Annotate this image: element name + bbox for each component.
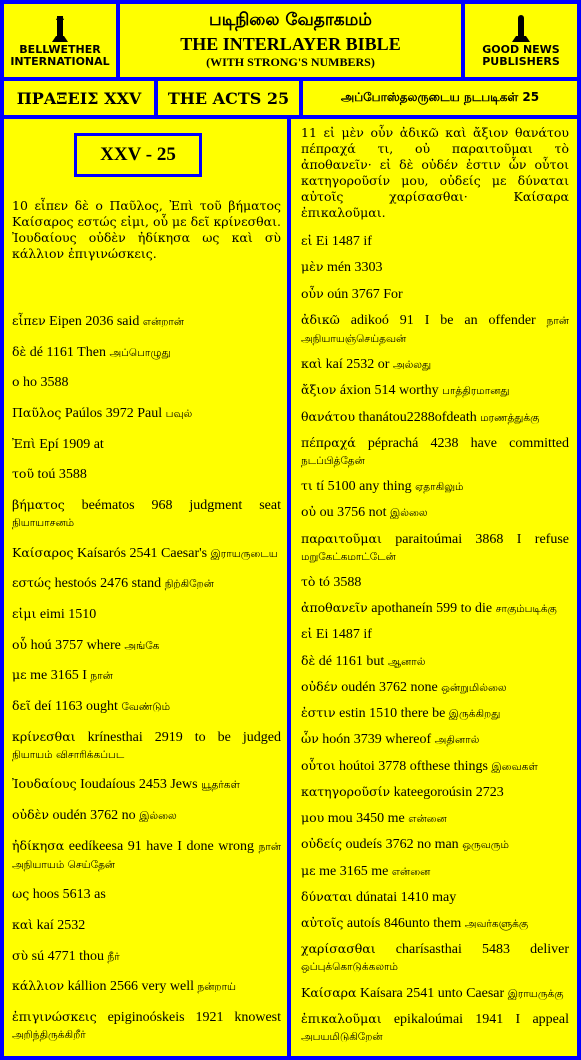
entry-gloss: tí 5100 any thing [316, 479, 412, 495]
entry-gloss: Eipen 2036 said [49, 314, 140, 329]
entry-greek: οὐδέν [301, 678, 338, 694]
entry-greek: ο [12, 374, 20, 390]
entry-greek: δὲ [301, 652, 316, 668]
entry-tamil: என்னை [408, 813, 447, 826]
left-entry [12, 312, 281, 331]
entry-gloss: estin 1510 there be [339, 706, 446, 722]
entry-greek: τὸ [301, 573, 316, 589]
book-title-english: THE ACTS 25 [158, 81, 299, 115]
right-entry [301, 835, 569, 854]
book-title-tamil: அப்போஸ்தலருடைய நடபடிகள் 25 [303, 81, 577, 115]
entry-greek: καὶ [301, 356, 323, 372]
entry-gloss: autoís 846unto them [346, 916, 462, 932]
entry-greek: ὧν [301, 731, 319, 747]
title-main: THE INTERLAYER BIBLE [180, 34, 401, 54]
entry-tamil: மரணத்துக்கு [480, 411, 540, 424]
book-title-greek: ΠΡΑΞΕΙΣ XXV [4, 81, 154, 115]
entry-greek: Καίσαρα [301, 984, 357, 1000]
left-entry [12, 636, 281, 655]
right-entry [301, 862, 569, 881]
entry-gloss: oudén 3762 no [52, 808, 136, 823]
entry-tamil: வேண்டும் [121, 701, 171, 713]
entry-tamil: என்றான் [142, 316, 185, 328]
entry-gloss: mou 3450 me [327, 811, 405, 827]
entry-greek: πέπραχά [301, 434, 356, 450]
entry-gloss: kaí 2532 [36, 918, 86, 933]
entry-gloss: eedíkeesa 91 have I done wrong [68, 838, 255, 854]
right-entry [301, 809, 569, 828]
entry-tamil: நான் அநியாயம் செய்தேன் [12, 840, 282, 871]
entry-gloss: Paúlos 3972 Paul [64, 406, 163, 421]
entry-gloss: dúnatai 1410 may [355, 889, 457, 905]
left-entry [12, 728, 281, 764]
right-entry [301, 285, 569, 304]
entry-gloss: deí 1163 ought [34, 699, 118, 714]
entry-tamil: ஆனால் [387, 655, 426, 668]
entry-gloss: ou 3756 not [319, 505, 387, 521]
left-entry [12, 885, 281, 904]
entry-tamil: ஒருவரும் [462, 839, 509, 852]
right-entry [301, 678, 569, 697]
entry-gloss: toú 3588 [37, 467, 87, 483]
entry-greek: οὖν [301, 285, 324, 301]
left-entry [12, 837, 281, 874]
entry-gloss: thanátou2288ofdeath [358, 409, 477, 425]
entry-gloss: Ioudaíous 2453 Jews [80, 777, 198, 793]
right-column [291, 119, 577, 1056]
entry-greek: ἐπικαλοῦμαι [301, 1011, 382, 1026]
entry-greek: ἐπιγινώσκεις [12, 1009, 97, 1024]
entry-tamil: இல்லை [390, 507, 428, 520]
entry-gloss: oudeís 3762 no man [345, 837, 459, 853]
entry-greek: οὗτοι [301, 757, 336, 773]
right-entry [301, 914, 569, 933]
bellwether-logo-icon [48, 14, 72, 44]
entry-greek: δύναται [301, 888, 353, 904]
entry-gloss: áxion 514 worthy [339, 383, 439, 399]
right-entry [301, 1010, 569, 1046]
right-entry [301, 984, 569, 1003]
entry-gloss: apothaneín 599 to die [371, 601, 493, 617]
entry-tamil: இராயருக்கு [507, 987, 564, 1000]
entry-greek: τι [301, 478, 313, 494]
entry-gloss: dé 1161 but [318, 653, 385, 669]
entry-greek: χαρίσασθαι [301, 941, 376, 957]
entry-greek: με [12, 667, 27, 683]
entry-greek: οὐ [301, 504, 317, 520]
entry-greek: ἠδίκησα [12, 837, 65, 853]
right-entry [301, 625, 569, 644]
entry-gloss: adikoó 91 I be an offender [350, 312, 536, 328]
entry-tamil: நான் அநியாயஞ்செய்தவன் [301, 314, 570, 345]
publisher-logo-right [465, 4, 577, 77]
entry-tamil: சாகும்படிக்கு [495, 603, 557, 616]
entry-tamil: நன்றாய் [197, 981, 237, 994]
right-entry [301, 530, 569, 566]
left-entry [12, 697, 281, 716]
right-entry [301, 940, 569, 976]
entry-greek: μὲν [301, 259, 324, 275]
logo-left-text: BELLWETHER INTERNATIONAL [10, 42, 110, 68]
entry-greek: εστώς [12, 575, 52, 591]
right-entry [301, 381, 569, 400]
entry-gloss: hestoós 2476 stand [54, 576, 162, 592]
left-entry [12, 496, 281, 532]
entry-gloss: kaí 2532 or [325, 357, 390, 373]
entry-gloss: charísasthai 5483 deliver [395, 942, 570, 958]
entry-greek: κατηγοροῦσίν [301, 783, 391, 799]
right-entry [301, 311, 569, 348]
left-entry [12, 435, 281, 454]
entry-greek: οὐδὲν [12, 807, 49, 822]
right-entry [301, 888, 569, 907]
entry-tamil: அறிந்திருக்கிறீர் [12, 1029, 86, 1041]
entry-gloss: Epí 1909 at [39, 436, 104, 452]
entry-gloss: Ei 1487 if [315, 627, 372, 643]
entry-tamil: பாத்திரமானது [442, 385, 510, 398]
verse-11-text: 11 εἰ μὲν οὖν ἀδικῶ καὶ ἄξιον θανάτου πέπραχά τι, οὐ παραιτοῦμαι τὸ ἀποθανεῖν· εἰ δὲ οὐδέν ἐστιν ὧν οὗτοι κατηγοροῦσίν μου, οὐδείς με δύναται αὐτοῖς χαρίσασθαι· Καίσαρα ἐπικαλοῦμαι. [301, 125, 569, 220]
entry-gloss: Kaísara 2541 unto Caesar [359, 985, 505, 1001]
entry-greek: σὺ [12, 947, 29, 963]
entry-gloss: epikaloúmai 1941 I appeal [393, 1012, 569, 1027]
entry-greek: Καίσαρος [12, 544, 74, 560]
entry-tamil: அபயமிடுகிறேன் [301, 1031, 383, 1043]
entry-gloss: mén 3303 [326, 260, 383, 276]
entry-greek: ἀποθανεῖν [301, 600, 368, 616]
entry-tamil: நான் [90, 670, 113, 683]
left-entry [12, 947, 281, 966]
entry-tamil: நீர் [107, 950, 120, 963]
entry-tamil: அப்பொழுது [109, 346, 171, 359]
entry-gloss: Ei 1487 if [315, 234, 372, 249]
right-entry [301, 355, 569, 374]
entry-tamil: ஒன்றுமில்லை [441, 681, 507, 694]
verse-10-text: 10 εἶπεν δὲ ο Παῦλος, Ἐπὶ τοῦ βήματος Καίσαρος εστώς εἰμι, οὗ με δεῖ κρίνεσθαι. Ἰουδαίους οὐδὲν ἠδίκησα ως καὶ σὺ κάλλιον ἐπιγινώσκεις. [12, 198, 282, 261]
entry-gloss: hoú 3757 where [30, 637, 121, 653]
left-entry [12, 343, 281, 362]
entry-tamil: இல்லை [139, 810, 177, 822]
title-subtitle: (WITH STRONG'S NUMBERS) [206, 55, 375, 69]
entry-greek: ἐστιν [301, 705, 336, 721]
entry-tamil: நடப்பித்தேன் [301, 454, 365, 467]
entry-greek: καὶ [12, 917, 34, 932]
right-entry [301, 783, 569, 802]
entry-gloss: péprachá 4238 have committed [367, 435, 570, 451]
entry-greek: παραιτοῦμαι [301, 530, 382, 546]
entry-tamil: இருக்கிறது [448, 708, 501, 721]
entry-greek: ἄξιον [301, 382, 337, 398]
entry-greek: τοῦ [12, 466, 35, 482]
entry-gloss: sú 4771 thou [31, 948, 104, 964]
right-entry [301, 434, 569, 470]
entry-gloss: epiginoóskeis 1921 knowest [107, 1010, 281, 1025]
chapter-label: XXV - 25 [74, 133, 202, 177]
entry-tamil: நியாயாசனம் [12, 517, 75, 529]
right-entry [301, 232, 569, 251]
right-entry [301, 757, 569, 776]
entry-greek: δεῖ [12, 698, 31, 713]
entry-greek: ως [12, 886, 30, 902]
entry-gloss: Kaísarós 2541 Caesar's [77, 545, 208, 561]
entry-greek: με [301, 862, 316, 878]
entry-greek: δὲ [12, 343, 27, 359]
entry-greek: θανάτου [301, 408, 356, 424]
entry-tamil: யூதர்கள் [201, 779, 241, 792]
left-entry [12, 574, 281, 593]
left-entry [12, 465, 281, 484]
entry-tamil: பவுல் [165, 408, 193, 420]
left-column [4, 119, 287, 1056]
right-entry [301, 258, 569, 277]
entry-greek: κρίνεσθαι [12, 728, 76, 744]
right-entry [301, 408, 569, 427]
right-entry [301, 652, 569, 671]
left-entry [12, 544, 281, 563]
entry-gloss: kateegoroúsin 2723 [393, 784, 504, 800]
entry-tamil: இராயருடைய [210, 547, 278, 560]
entry-gloss: beématos 968 judgment seat [81, 498, 281, 513]
entry-greek: Παῦλος [12, 405, 62, 420]
right-entry [301, 477, 569, 496]
entry-gloss: hoos 5613 as [32, 887, 106, 903]
left-entry [12, 605, 281, 624]
title-tamil: படிநிலை வேதாகமம் [209, 10, 372, 30]
entry-gloss: me 3165 I [30, 668, 87, 684]
right-entry [301, 599, 569, 618]
entry-tamil: இவைகள் [491, 760, 538, 773]
entry-gloss: kállion 2566 very well [67, 979, 194, 995]
entry-gloss: dé 1161 Then [29, 344, 106, 360]
entry-tamil: ஏதாகிலும் [415, 481, 464, 494]
logo-right-text: GOOD NEWS PUBLISHERS [482, 42, 560, 68]
entry-gloss: hoón 3739 whereof [322, 732, 432, 748]
right-entry [301, 704, 569, 723]
entry-gloss: eimi 1510 [39, 607, 97, 622]
entry-tamil: மறுகேட்கமாட்டேன் [301, 550, 396, 563]
entry-tamil: ஒப்புக்கொடுக்கலாம் [301, 961, 398, 974]
entry-greek: εἰ [301, 626, 313, 642]
entry-tamil: நிற்கிறேன் [164, 578, 214, 591]
entry-greek: Ἰουδαίους [12, 776, 77, 792]
entry-greek: οὗ [12, 636, 28, 652]
left-entry [12, 404, 281, 423]
entry-gloss: ho 3588 [23, 375, 69, 391]
right-entry [301, 730, 569, 749]
entry-gloss: oudén 3762 none [341, 679, 438, 695]
publisher-logo-left [4, 4, 116, 77]
right-entry [301, 573, 569, 592]
entry-greek: ἀδικῶ [301, 311, 340, 327]
entry-gloss: paraitoúmai 3868 I refuse [395, 531, 569, 547]
left-entry [12, 373, 281, 392]
entry-greek: εἰ [301, 233, 313, 248]
left-entry [12, 977, 281, 996]
left-entry [12, 916, 281, 935]
good-news-logo-icon [509, 14, 533, 44]
entry-greek: αὐτοῖς [301, 915, 344, 931]
entry-tamil: அல்லது [392, 359, 432, 372]
entry-greek: βήματος [12, 497, 65, 512]
left-entry [12, 775, 281, 794]
entry-greek: Ἐπὶ [12, 435, 36, 451]
left-entry [12, 666, 281, 685]
entry-greek: μου [301, 810, 325, 826]
title-block [120, 4, 461, 77]
left-entry [12, 1008, 281, 1044]
entry-gloss: me 3165 me [319, 863, 389, 879]
entry-greek: οὐδείς [301, 836, 343, 852]
entry-gloss: krínesthai 2919 to be judged [87, 729, 282, 745]
entry-gloss: oún 3767 For [327, 286, 403, 302]
entry-greek: εἶπεν [12, 313, 46, 328]
entry-greek: κάλλιον [12, 978, 65, 994]
entry-tamil: நியாயம் விசாரிக்கப்பட [12, 748, 125, 761]
entry-gloss: tó 3588 [318, 574, 362, 590]
entry-tamil: அங்கே [124, 639, 160, 652]
entry-gloss: hoútoi 3778 ofthese things [338, 758, 488, 774]
entry-tamil: அதினால் [434, 734, 480, 747]
entry-greek: εἰμι [12, 606, 37, 621]
left-entry [12, 806, 281, 825]
entry-tamil: என்னை [391, 865, 431, 878]
right-entry [301, 503, 569, 522]
entry-tamil: அவர்களுக்கு [464, 918, 529, 931]
